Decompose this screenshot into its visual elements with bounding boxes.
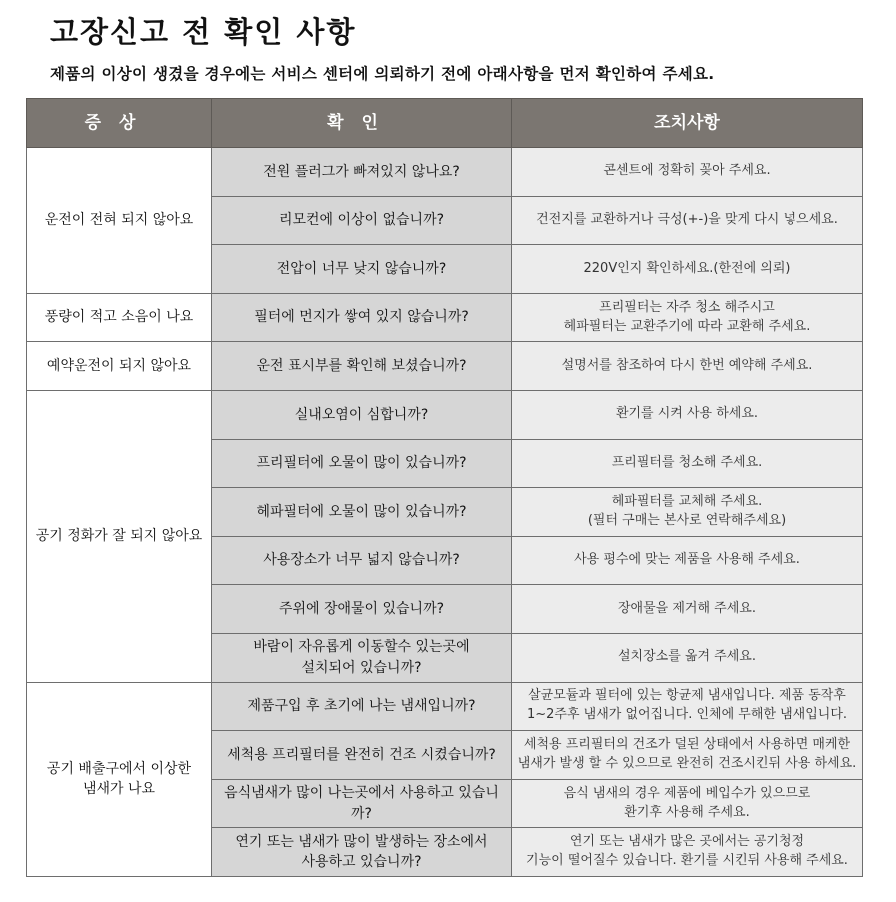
symptom-text: 공기 배출구에서 이상한 [46, 760, 192, 777]
symptom-cell [27, 682, 212, 876]
table-row [27, 390, 863, 439]
check-text: 세척용 프리필터를 완전히 건조 시켰습니까? [227, 746, 496, 763]
action-text: 1~2주후 냄새가 없어집니다. 인체에 무해한 냄새입니다. [526, 707, 848, 723]
symptom-cell [27, 390, 212, 682]
action-text: 연기 또는 냄새가 많은 곳에서는 공기청정 [569, 834, 805, 850]
action-cell [512, 196, 863, 245]
action-cell [512, 148, 863, 197]
check-cell [212, 682, 512, 731]
action-text: 설치장소를 옮겨 주세요. [618, 649, 756, 665]
check-text: 필터에 먼지가 쌓여 있지 않습니까? [254, 309, 469, 326]
action-text: 헤파필터를 교체해 주세요. [611, 494, 763, 510]
check-cell [212, 148, 512, 197]
check-cell [212, 585, 512, 634]
symptom-cell [27, 293, 212, 342]
check-cell [212, 439, 512, 488]
action-cell [512, 245, 863, 294]
action-text: 장애물을 제거해 주세요. [618, 600, 756, 616]
check-text: 주위에 장애물이 있습니까? [278, 600, 445, 617]
action-text: 헤파필터는 교환주기에 따라 교환해 주세요. [563, 318, 811, 334]
action-cell [512, 439, 863, 488]
action-cell [512, 682, 863, 731]
symptom-text: 예약운전이 되지 않아요 [46, 358, 192, 375]
action-text: 음식 냄새의 경우 제품에 베입수가 있으므로 [563, 785, 811, 801]
check-text: 사용장소가 너무 넓지 않습니까? [263, 552, 460, 569]
check-text: 제품구입 후 초기에 나는 냄새입니까? [247, 698, 476, 715]
symptom-text: 냄새가 나요 [82, 781, 156, 798]
action-cell [512, 293, 863, 342]
header-symptom: 증상 [27, 99, 212, 148]
action-text: 냄새가 발생 할 수 있으므로 완전히 건조시킨뒤 사용 하세요. [517, 755, 857, 771]
action-text: 220V인지 확인하세요.(한전에 의뢰) [583, 260, 791, 276]
troubleshooting-table [26, 98, 863, 877]
check-cell [212, 779, 512, 828]
check-cell [212, 633, 512, 682]
table-row [27, 148, 863, 197]
check-cell [212, 390, 512, 439]
symptom-text: 공기 정화가 잘 되지 않아요 [35, 528, 203, 545]
action-text: 세척용 프리필터의 건조가 덜된 상태에서 사용하면 매케한 [523, 737, 851, 753]
table-row [27, 682, 863, 731]
action-text: 살균모듈과 필터에 있는 항균제 냄새입니다. 제품 동작후 [528, 688, 846, 704]
check-cell [212, 245, 512, 294]
check-text: 전원 플러그가 빠져있지 않나요? [263, 163, 460, 180]
action-text: 콘센트에 정확히 꽂아 주세요. [603, 163, 771, 179]
action-cell [512, 390, 863, 439]
symptom-cell [27, 342, 212, 391]
action-cell [512, 633, 863, 682]
check-text: 운전 표시부를 확인해 보셨습니까? [256, 358, 467, 375]
check-cell [212, 488, 512, 537]
action-cell [512, 585, 863, 634]
check-cell [212, 293, 512, 342]
page-subtitle: 제품의 이상이 생겼을 경우에는 서비스 센터에 의뢰하기 전에 아래사항을 먼저 확인하여 주세요. [50, 65, 715, 83]
action-cell [512, 779, 863, 828]
table-header-row [27, 99, 863, 148]
action-text: 환기후 사용해 주세요. [624, 804, 750, 820]
action-text: 프리필터는 자주 청소 해주시고 [599, 299, 775, 315]
page-title: 고장신고 전 확인 사항 [50, 15, 357, 49]
table-row [27, 293, 863, 342]
action-text: (필터 구매는 본사로 연락해주세요) [587, 512, 787, 528]
header-check: 확인 [212, 99, 512, 148]
check-text: 연기 또는 냄새가 많이 발생하는 장소에서 [235, 833, 488, 850]
action-cell [512, 828, 863, 877]
check-text: 헤파필터에 오물이 많이 있습니까? [256, 503, 467, 520]
action-text: 건전지를 교환하거나 극성(+-)을 맞게 다시 넣으세요. [536, 211, 838, 227]
check-text: 바람이 자유롭게 이동할수 있는곳에 [253, 639, 470, 656]
check-cell [212, 196, 512, 245]
action-text: 기능이 떨어질수 있습니다. 환기를 시킨뒤 사용해 주세요. [526, 853, 848, 869]
symptom-cell [27, 148, 212, 294]
check-text: 실내오염이 심합니까? [294, 406, 429, 423]
action-cell [512, 488, 863, 537]
check-cell [212, 828, 512, 877]
action-text: 환기를 시켜 사용 하세요. [615, 406, 759, 422]
check-text: 설치되어 있습니까? [301, 659, 422, 676]
check-cell [212, 731, 512, 780]
action-text: 사용 평수에 맞는 제품을 사용해 주세요. [574, 552, 800, 568]
check-text: 사용하고 있습니까? [301, 854, 422, 871]
action-cell [512, 731, 863, 780]
check-text: 전압이 너무 낮지 않습니까? [276, 260, 447, 277]
check-cell [212, 342, 512, 391]
check-text: 음식냄새가 많이 나는곳에서 사용하고 있습니까? [224, 785, 499, 822]
action-cell [512, 536, 863, 585]
symptom-text: 운전이 전혀 되지 않아요 [44, 212, 194, 229]
action-cell [512, 342, 863, 391]
check-text: 프리필터에 오물이 많이 있습니까? [256, 455, 467, 472]
check-cell [212, 536, 512, 585]
symptom-text: 풍량이 적고 소음이 나요 [44, 309, 194, 326]
action-text: 프리필터를 청소해 주세요. [611, 454, 763, 470]
header-action: 조치사항 [512, 99, 863, 148]
table-body [27, 148, 863, 877]
check-text: 리모컨에 이상이 없습니까? [278, 212, 445, 229]
table-row [27, 342, 863, 391]
action-text: 설명서를 참조하여 다시 한번 예약해 주세요. [561, 357, 813, 373]
